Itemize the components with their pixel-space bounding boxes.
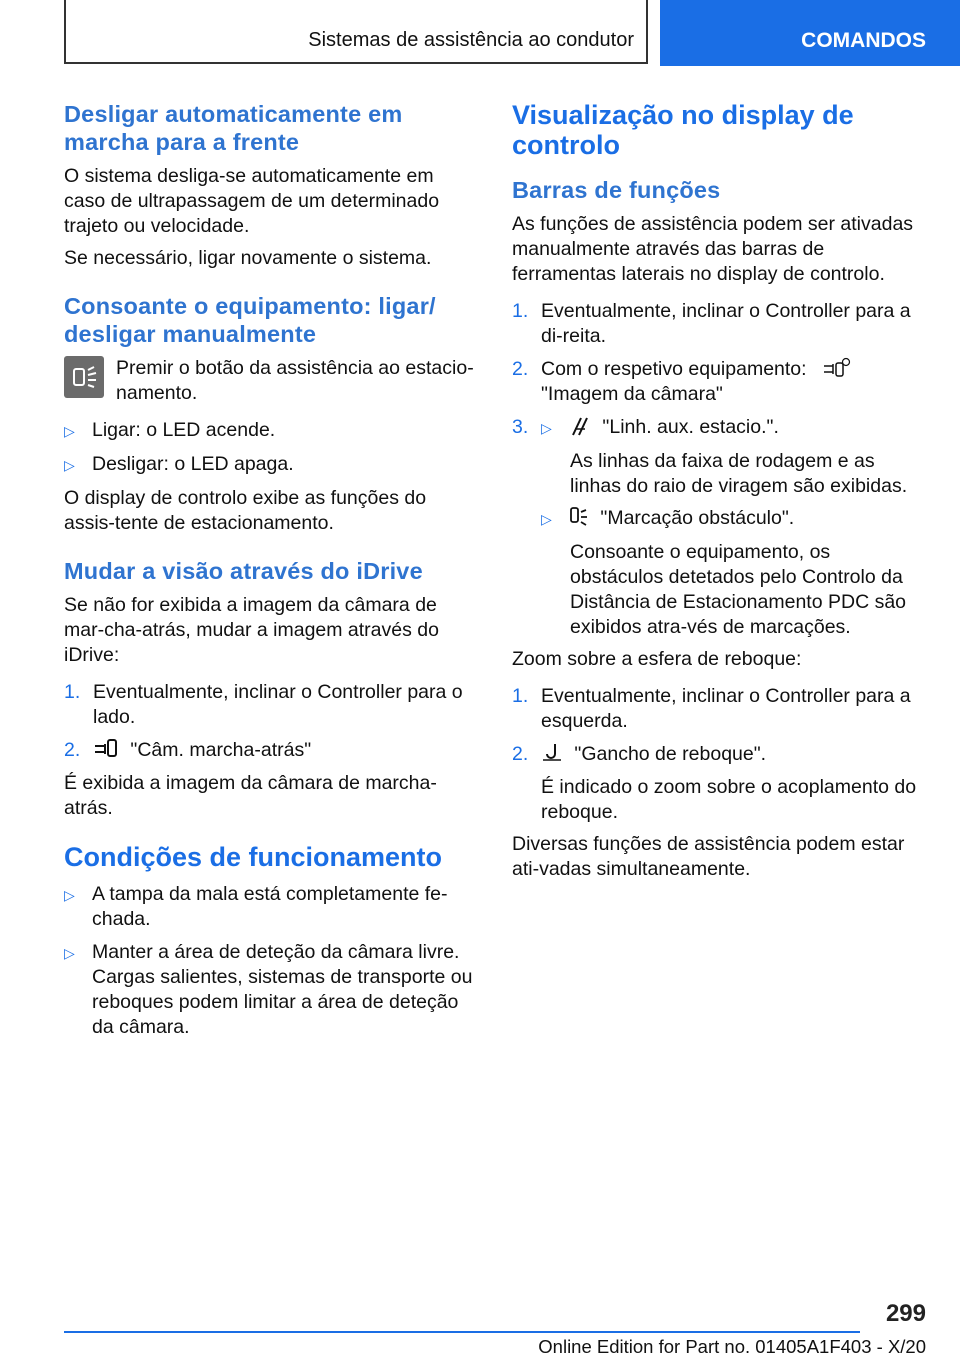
heading-bars: Barras de funções: [512, 177, 721, 203]
tow-hook-icon: [541, 742, 563, 764]
page-number: 299: [885, 1300, 926, 1327]
sub-option-2-description: Consoante o equipamento, os obstáculos detetados pelo Controlo da Distância de Estacionamento PDC são exibidos atra-vés de marcações.: [570, 541, 907, 638]
paragraph-multi: Diversas funções de assistência podem estar ati-vadas simultaneamente.: [512, 833, 905, 880]
footer-edition: Online Edition for Part no. 01405A1F403 - X/20: [538, 1336, 926, 1357]
idrive-step-2: "Câm. marcha-atrás": [130, 739, 312, 761]
rear-camera-icon: [93, 738, 119, 760]
list-item: [64, 452, 478, 478]
list-item: 1. Eventualmente, inclinar o Controller para a di-reita.: [512, 299, 926, 349]
bullet-triangle-icon: ▷: [541, 420, 552, 436]
page-header: [0, 0, 960, 66]
list-item: 2. "Câm. marcha-atrás": [64, 739, 312, 761]
heading-conditions: Condições de funcionamento: [64, 842, 443, 872]
led-on-text: Ligar: o LED acende.: [92, 419, 276, 441]
chapter-title: COMANDOS: [801, 29, 926, 52]
condition-2: Manter a área de deteção da câmara livre. Cargas salientes, sistemas de transporte ou reboques podem limitar a área de deteção da câmara.: [92, 941, 473, 1038]
paragraph-auto-off: O sistema desliga-se automaticamente em caso de ultrapassagem de um determinado trajeto ou velocidade.: [64, 165, 440, 237]
list-item: 2. Com o respetivo equipamento: "Imagem da câmara": [512, 357, 926, 407]
paragraph-idrive: Se não for exibida a imagem da câmara de mar-cha-atrás, mudar a imagem através do iDrive:: [64, 594, 439, 666]
bullet-triangle-icon: ▷: [64, 945, 75, 961]
paragraph-reactivate: Se necessário, ligar novamente o sistema.: [64, 247, 432, 269]
camera-settings-icon: [822, 357, 852, 379]
list-item: [541, 506, 926, 532]
paragraph-zoom: Zoom sobre a esfera de reboque:: [512, 648, 802, 670]
obstacle-marking-icon: [569, 506, 589, 528]
zoom-step-2: "Gancho de reboque".: [574, 743, 767, 765]
chapter-tab: [660, 0, 960, 66]
bars-step-2: Com o respetivo equipamento:: [541, 358, 807, 380]
section-header: [64, 0, 648, 64]
idrive-step-1: Eventualmente, inclinar o Controller para o lado.: [93, 681, 463, 728]
list-item: 3. ▷ "Linh. aux. estacio.".: [512, 415, 926, 441]
heading-display: Visualização no display de controlo: [512, 100, 854, 160]
list-item: [64, 940, 478, 1040]
bars-step-1: Eventualmente, inclinar o Controller para a di-reita.: [541, 300, 911, 347]
button-instruction: [64, 356, 478, 406]
zoom-step-2-description: É indicado o zoom sobre o acoplamento do reboque.: [541, 776, 917, 823]
right-column: [512, 100, 926, 889]
bullet-triangle-icon: ▷: [64, 423, 75, 439]
bars-step-2-option: "Imagem da câmara": [541, 383, 723, 405]
list-item: 1. Eventualmente, inclinar o Controller para o lado.: [64, 680, 478, 730]
heading-idrive: Mudar a visão através do iDrive: [64, 558, 423, 584]
bullet-triangle-icon: ▷: [64, 887, 75, 903]
paragraph-bars: As funções de assistência podem ser ativadas manualmente através das barras de ferramentas laterais no display de controlo.: [512, 213, 914, 285]
led-off-text: Desligar: o LED apaga.: [92, 453, 294, 475]
left-column: [64, 100, 478, 1048]
paragraph-shown: É exibida a imagem da câmara de marcha-atrás.: [64, 772, 437, 819]
park-assist-button-icon: [64, 356, 104, 398]
zoom-step-1: Eventualmente, inclinar o Controller para a esquerda.: [541, 685, 911, 732]
bullet-triangle-icon: ▷: [64, 457, 75, 473]
paragraph-button: Premir o botão da assistência ao estacio-namento.: [116, 357, 474, 404]
sub-option-1-description: As linhas da faixa de rodagem e as linhas do raio de viragem são exibidas.: [570, 450, 908, 497]
sub-option-2: "Marcação obstáculo".: [600, 507, 795, 529]
list-item: [64, 882, 478, 932]
list-item: 1. Eventualmente, inclinar o Controller para a esquerda.: [512, 684, 926, 734]
paragraph-display: O display de controlo exibe as funções do assis-tente de estacionamento.: [64, 487, 427, 534]
heading-manual: Consoante o equipamento: ligar/ desligar manualmente: [64, 293, 436, 347]
list-item: [64, 418, 478, 444]
sub-option-1: "Linh. aux. estacio.".: [602, 416, 779, 438]
condition-1: A tampa da mala está completamente fe-chada.: [92, 883, 448, 930]
footer-divider: [64, 1331, 860, 1333]
bullet-triangle-icon: ▷: [541, 511, 552, 527]
section-title: Sistemas de assistência ao condutor: [308, 29, 634, 51]
parking-lines-icon: [569, 415, 591, 437]
heading-auto-off: Desligar automaticamente em marcha para a frente: [64, 101, 403, 155]
list-item: 2. "Gancho de reboque".: [512, 743, 767, 765]
